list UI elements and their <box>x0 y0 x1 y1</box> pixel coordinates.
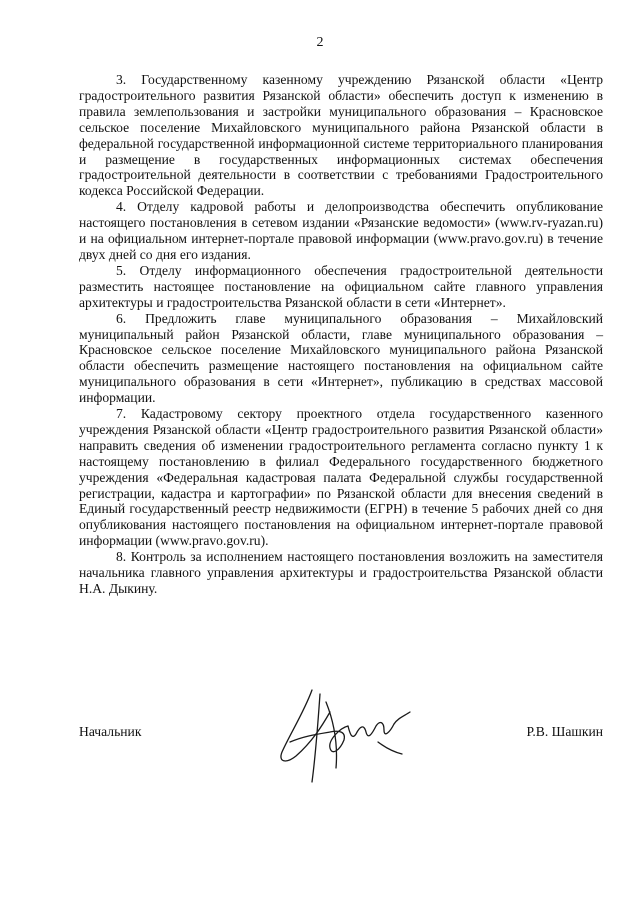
paragraph-4: 4. Отделу кадровой работы и делопроизводства обеспечить опубликование настоящего постановления в сетевом издании «Рязанские ведомости» (www.rv-ryazan.ru) и на официальном интернет-портале правовой информации (www.pravo.gov.ru) в течение двух дней со дня его издания. <box>79 199 603 262</box>
paragraph-7: 7. Кадастровому сектору проектного отдела государственного казенного учреждения Рязанской области «Центр градостроительного развития Рязанской области» направить сведения об изменении градостроительного регламента согласно пункту 1 к настоящему постановлению в филиал Федерального государственного бюджетного учреждения «Федеральная кадастровая палата Федеральной службы государственной регистрации, кадастра и картографии» по Рязанской области для внесения сведений в Единый государственный реестр недвижимости (ЕГРН) в течение 5 рабочих дней со дня опубликования настоящего постановления на официальном интернет-портале правовой информации (www.pravo.gov.ru). <box>79 406 603 549</box>
paragraph-5: 5. Отделу информационного обеспечения градостроительной деятельности разместить настоящее постановление на официальном сайте главного управления архитектуры и градостроительства Рязанской области в сети «Интернет». <box>79 262 603 310</box>
document-body <box>79 72 603 597</box>
paragraph-3: 3. Государственному казенному учреждению Рязанской области «Центр градостроительного развития Рязанской области» обеспечить доступ к изменению в правила землепользования и застройки муниципального образования – Красновское сельское поселение Михайловского муниципального района Рязанской области в федеральной государственной информационной системе территориального планирования и размещение в государственных информационных системах обеспечения градостроительной деятельности в соответствии с требованиями Градостроительного кодекса Российской Федерации. <box>79 72 603 199</box>
paragraph-8: 8. Контроль за исполнением настоящего постановления возложить на заместителя начальника главного управления архитектуры и градостроительства Рязанской области Н.А. Дыкину. <box>79 549 603 596</box>
signature-block <box>79 724 603 744</box>
paragraph-6: 6. Предложить главе муниципального образования – Михайловский муниципальный район Рязанской области, главе муниципального образования – Красновское сельское поселение Михайловского муниципального района Рязанской области обеспечить размещение настоящего постановления на официальном сайте муниципального образования в сети «Интернет», публикацию в средствах массовой информации. <box>79 310 603 406</box>
signatory-name: Р.В. Шашкин <box>526 724 603 739</box>
page-number: 2 <box>316 35 324 50</box>
signatory-title: Начальник <box>79 724 142 739</box>
